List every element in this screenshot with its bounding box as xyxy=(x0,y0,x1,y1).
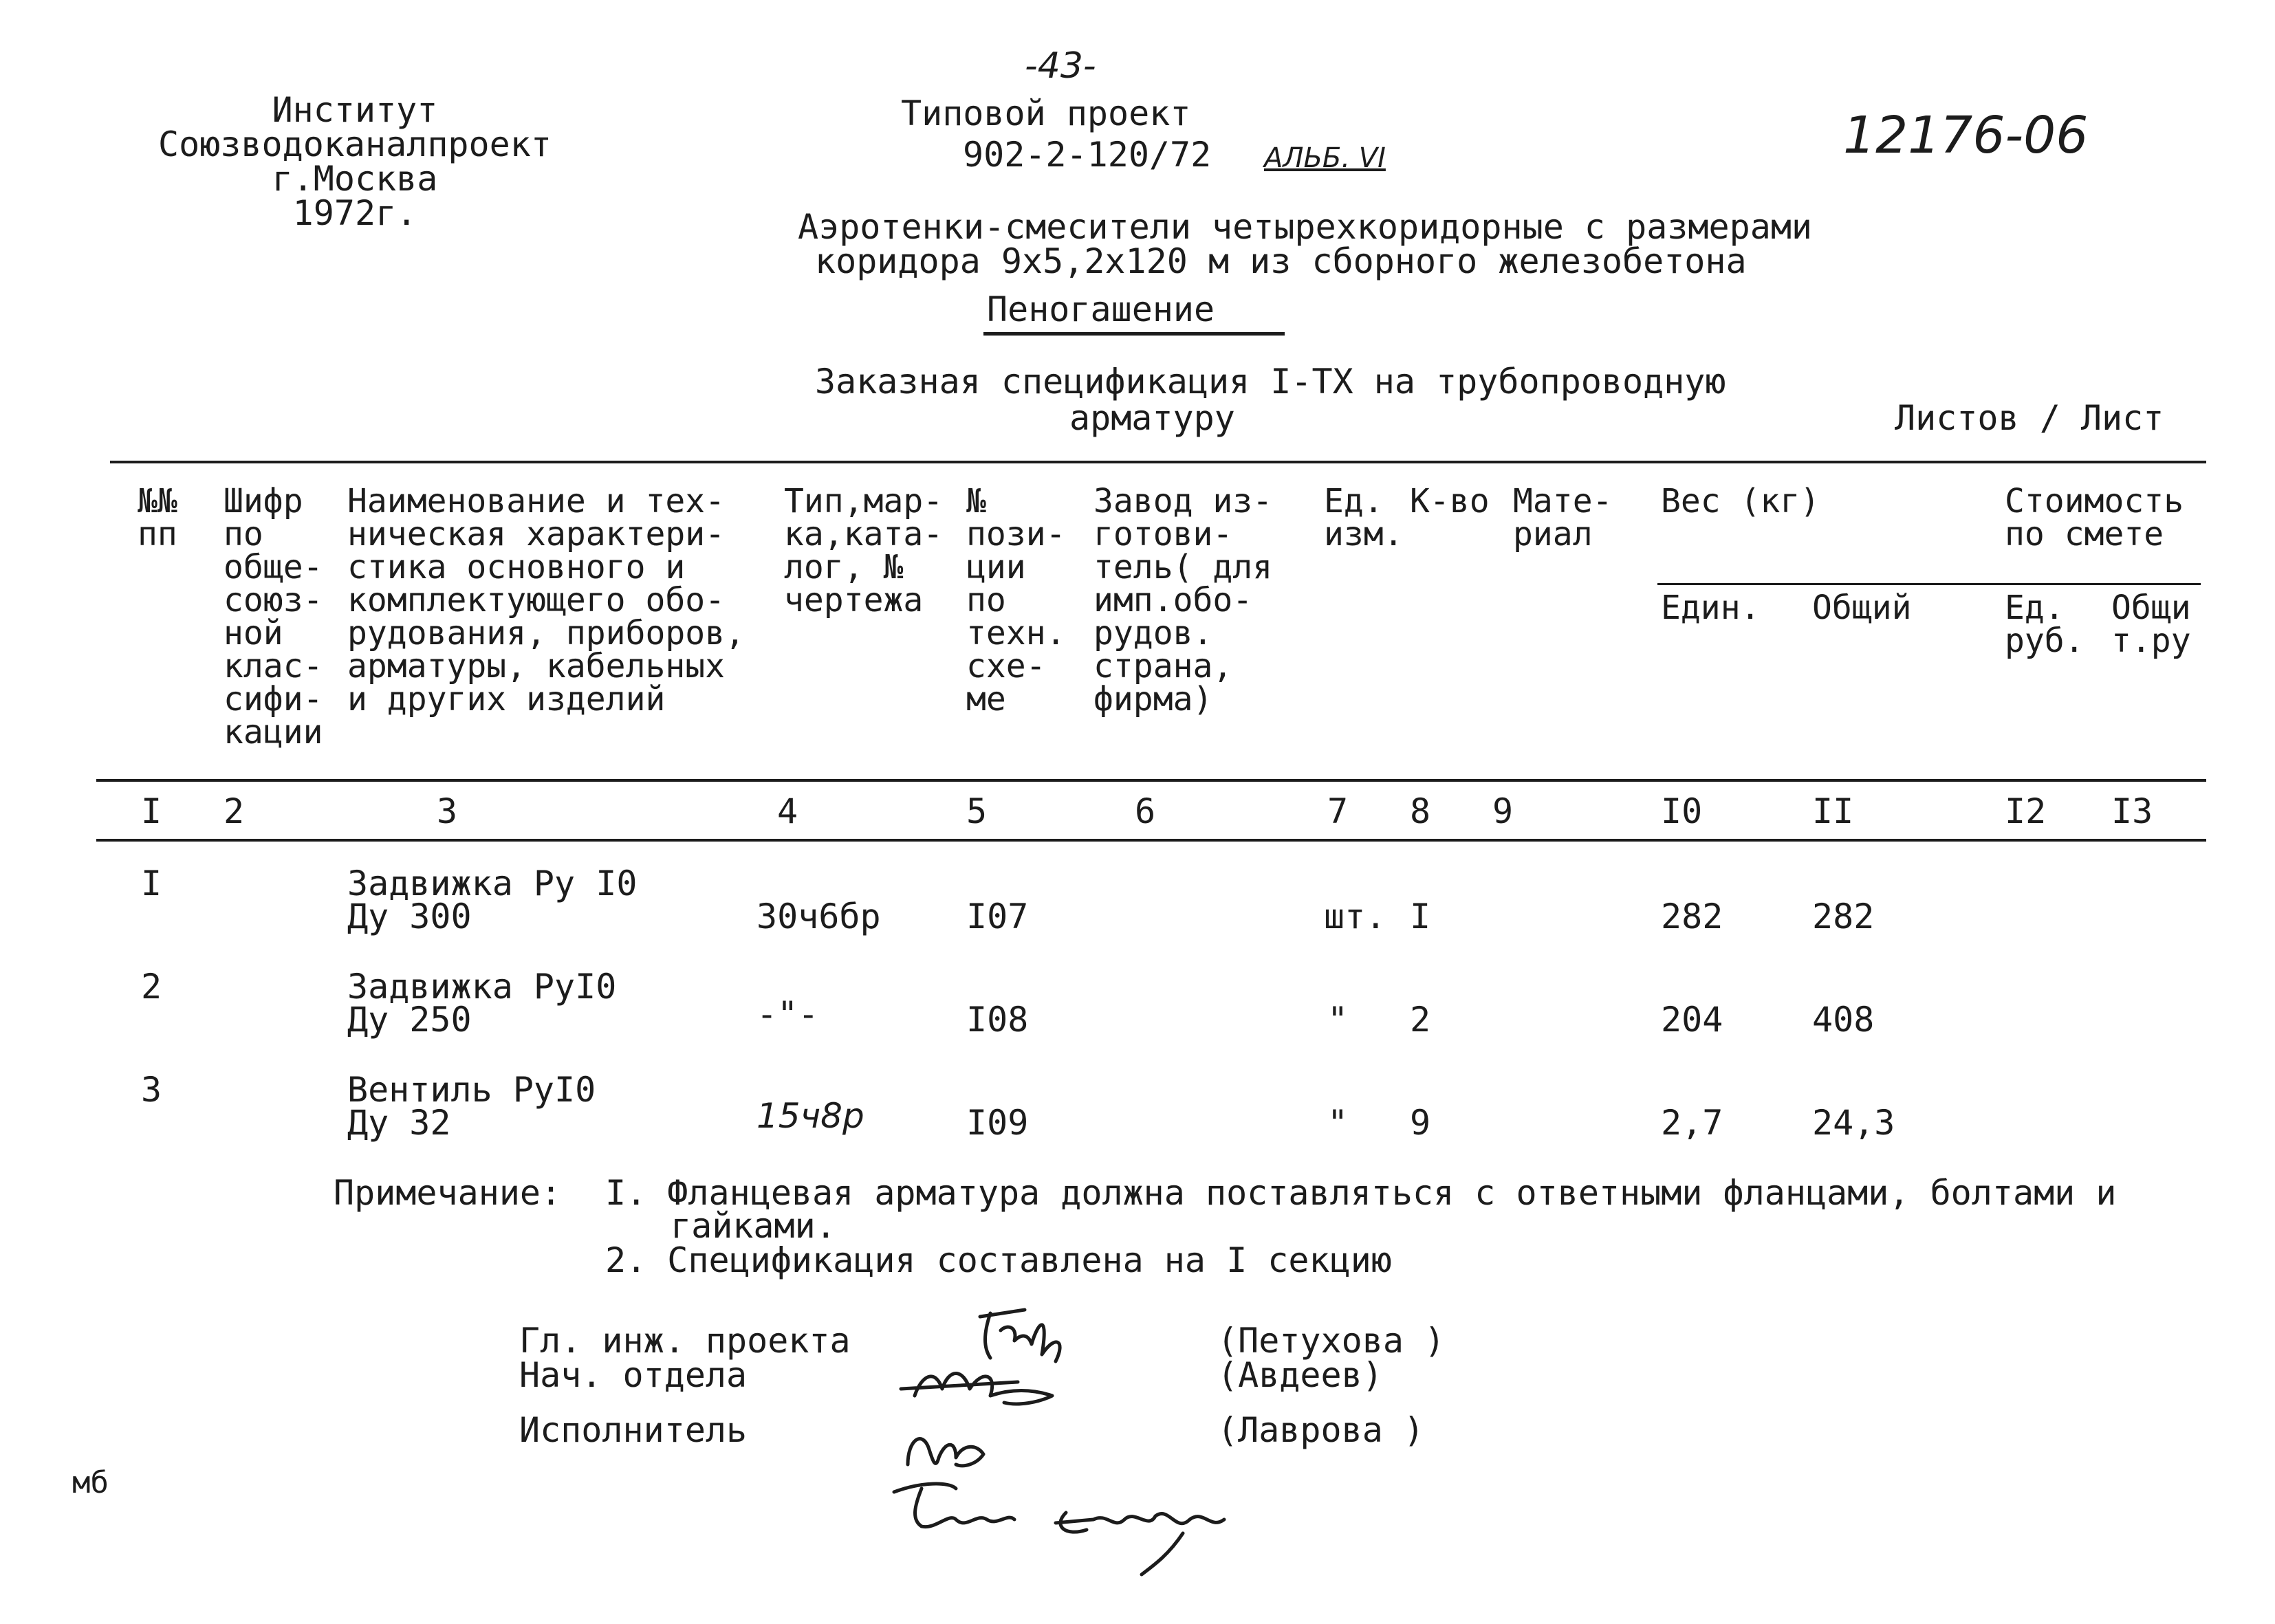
header-col8: К-во xyxy=(1410,482,1490,520)
row2-type: -"- xyxy=(756,994,819,1034)
row1-name-line2: Ду 300 xyxy=(347,897,472,936)
header-col6: Завод из- готови- тель( для имп.обо- рудов. страна, фирма) xyxy=(1093,482,1273,718)
colnum-9: 9 xyxy=(1492,791,1514,831)
header-col13: Общи т.ру xyxy=(2111,589,2191,660)
colnum-8: 8 xyxy=(1410,791,1431,831)
note-item1-line2: гайками. xyxy=(671,1206,836,1246)
table-top-rule xyxy=(110,461,2206,463)
row2-weight-unit: 204 xyxy=(1661,1000,1723,1040)
row1-num: I xyxy=(141,864,162,903)
handwritten-signatures xyxy=(880,1293,1238,1581)
row1-weight-total: 282 xyxy=(1812,897,1875,936)
colnum-11: II xyxy=(1812,791,1854,831)
spec-title-line-2: арматуру xyxy=(1069,398,1235,438)
row1-qty: I xyxy=(1410,897,1431,936)
colnum-13: I3 xyxy=(2111,791,2153,831)
signature-scribble-3 xyxy=(908,1439,983,1466)
signature-name-1: (Петухова ) xyxy=(1217,1321,1446,1361)
colnum-3: 3 xyxy=(437,791,458,831)
signature-name-3: (Лаврова ) xyxy=(1217,1410,1425,1450)
colnum-5: 5 xyxy=(966,791,988,831)
project-number: 902-2-120/72 xyxy=(963,135,1212,175)
header-col7: Ед. изм. xyxy=(1324,482,1404,553)
header-weight-group: Вес (кг) xyxy=(1661,482,1820,520)
section-underline xyxy=(983,332,1285,336)
header-col3: Наименование и тех- ническая характери- стика основного и комплектующего обо- рудования, приборов, арматуры, кабельных и других изделий xyxy=(347,482,745,718)
sheets-label: Листов / Лист xyxy=(1895,398,2164,438)
title-line-1: Аэротенки-смесители четырехкоридорные с размерами xyxy=(798,207,1813,247)
signature-role-1: Гл. инж. проекта xyxy=(519,1321,851,1361)
row2-position: I08 xyxy=(966,1000,1029,1040)
signature-role-3: Исполнитель xyxy=(519,1410,748,1450)
signature-scribble-2 xyxy=(901,1374,1052,1404)
header-col5: № пози- ции по техн. схе- ме xyxy=(966,482,1066,718)
project-label: Типовой проект xyxy=(901,94,1191,133)
colnum-4: 4 xyxy=(777,791,798,831)
institute-city: г.Москва xyxy=(272,159,438,199)
corner-mark: мб xyxy=(72,1465,109,1500)
colnum-7: 7 xyxy=(1327,791,1349,831)
row2-weight-total: 408 xyxy=(1812,1000,1875,1040)
header-col2: Шифр по обще- союз- ной клас- сифи- кации xyxy=(224,482,323,751)
colnum-6: 6 xyxy=(1135,791,1156,831)
row3-unit: " xyxy=(1327,1103,1349,1143)
header-bottom-rule xyxy=(96,779,2206,782)
institute-year: 1972г. xyxy=(292,193,417,233)
colnum-bottom-rule xyxy=(96,839,2206,842)
row2-unit: " xyxy=(1327,1000,1349,1040)
row3-name-line2: Ду 32 xyxy=(347,1103,451,1143)
title-line-2: коридора 9x5,2x120 м из сборного железобетона xyxy=(815,241,1747,281)
row3-qty: 9 xyxy=(1410,1103,1431,1143)
signature-scribble-5 xyxy=(1056,1513,1224,1574)
row2-num: 2 xyxy=(141,967,162,1007)
album-mark: АЛЬБ. VI xyxy=(1264,142,1386,174)
header-col10: Един. xyxy=(1661,589,1761,627)
institute-name: Союзводоканалпроект xyxy=(158,124,552,164)
signature-scribble-4 xyxy=(894,1484,1014,1527)
document-number: 12176-06 xyxy=(1843,106,2089,165)
header-cost-group: Стоимость по смете xyxy=(2005,482,2184,553)
institute-label: Институт xyxy=(272,90,438,130)
row3-type: 15ч8р xyxy=(756,1096,864,1136)
row1-type: 30ч6бр xyxy=(756,897,881,936)
colnum-12: I2 xyxy=(2005,791,2047,831)
colnum-10: I0 xyxy=(1661,791,1703,831)
page-number: -43- xyxy=(1025,45,1096,87)
row3-num: 3 xyxy=(141,1070,162,1110)
header-col12: Ед. руб. xyxy=(2005,589,2084,660)
row2-name-line1: Задвижка РуI0 xyxy=(347,967,617,1007)
row3-name-line1: Вентиль РуI0 xyxy=(347,1070,596,1110)
spec-title-line-1: Заказная спецификация I-ТХ на трубопроводную xyxy=(815,362,1726,402)
row3-weight-unit: 2,7 xyxy=(1661,1103,1723,1143)
row2-qty: 2 xyxy=(1410,1000,1431,1040)
row1-name-line1: Задвижка Ру I0 xyxy=(347,864,638,903)
header-col9: Мате- риал xyxy=(1513,482,1613,553)
row1-unit: шт. xyxy=(1324,897,1386,936)
header-col1: №№ пп xyxy=(138,482,177,553)
note-label: Примечание: xyxy=(334,1173,562,1213)
header-col11: Общий xyxy=(1812,589,1912,627)
signature-role-2: Нач. отдела xyxy=(519,1355,748,1395)
row3-position: I09 xyxy=(966,1103,1029,1143)
note-item2: 2. Спецификация составлена на I секцию xyxy=(605,1240,1392,1280)
section-title: Пеногашение xyxy=(987,289,1215,329)
colnum-2: 2 xyxy=(224,791,245,831)
note-item1-line1: I. Фланцевая арматура должна поставляться с ответными фланцами, болтами и xyxy=(605,1173,2117,1213)
subheader-rule xyxy=(1657,583,2201,585)
row2-name-line2: Ду 250 xyxy=(347,1000,472,1040)
row1-position: I07 xyxy=(966,897,1029,936)
row3-weight-total: 24,3 xyxy=(1812,1103,1895,1143)
signature-name-2: (Авдеев) xyxy=(1217,1355,1383,1395)
colnum-1: I xyxy=(141,791,162,831)
signature-scribble-1 xyxy=(980,1310,1060,1361)
header-col4: Тип,мар- ка,ката- лог, № чертежа xyxy=(784,482,944,619)
row1-weight-unit: 282 xyxy=(1661,897,1723,936)
institute-block xyxy=(158,90,552,233)
